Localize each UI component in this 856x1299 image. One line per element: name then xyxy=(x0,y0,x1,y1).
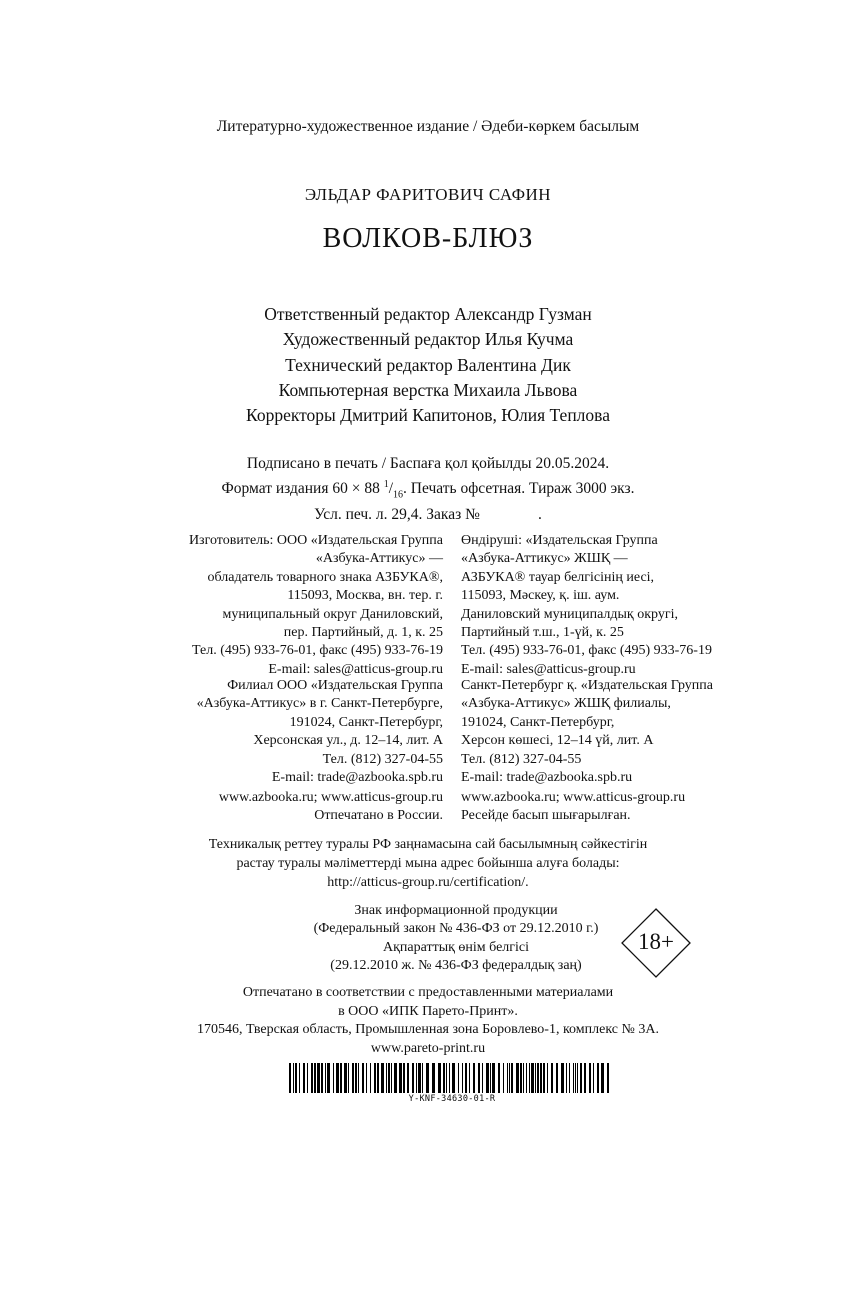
barcode-bar xyxy=(311,1063,313,1093)
barcode-bar xyxy=(407,1063,409,1093)
branch-line: Филиал ООО «Издательская Группа xyxy=(227,678,443,693)
barcode-bar xyxy=(529,1063,530,1093)
barcode-bar xyxy=(490,1063,491,1093)
certification-line: Техникалық реттеу туралы РФ заңнамасына сай басылымның сәйкестігін xyxy=(208,837,648,852)
barcode-bar xyxy=(509,1063,510,1093)
manufacturer-line: E-mail: sales@atticus-group.ru xyxy=(268,661,443,677)
manufacturer-line: пер. Партийный, д. 1, к. 25 xyxy=(283,625,443,641)
barcode-bar xyxy=(336,1063,339,1093)
barcode-bar xyxy=(601,1063,604,1093)
barcode-bar xyxy=(561,1063,564,1093)
barcode-bar xyxy=(438,1063,441,1093)
barcode-bar xyxy=(462,1063,463,1093)
manufacturer-line: E-mail: sales@atticus-group.ru xyxy=(461,661,636,677)
barcode-bar xyxy=(469,1063,470,1093)
web-line: Ресейде басып шығарылған. xyxy=(461,808,631,824)
barcode-bar xyxy=(503,1063,504,1093)
book-title: ВОЛКОВ-БЛЮЗ xyxy=(322,223,534,254)
barcode-bar xyxy=(607,1063,609,1093)
barcode-bar xyxy=(348,1063,349,1093)
age-rating-badge xyxy=(621,908,691,978)
manufacturer-line: Партийный т.ш., 1-үй, к. 25 xyxy=(461,625,624,641)
barcode-bar xyxy=(370,1063,371,1093)
credit-line: Художественный редактор Илья Кучма xyxy=(282,329,574,350)
barcode-bar xyxy=(321,1063,323,1093)
book-author: ЭЛЬДАР ФАРИТОВИЧ САФИН xyxy=(304,185,552,204)
barcode-bar xyxy=(325,1063,326,1093)
info-product-line: Ақпараттық өнім белгісі xyxy=(382,939,530,955)
branch-line: «Азбука-Аттикус» ЖШҚ филиалы, xyxy=(461,696,671,712)
manufacturer-line: АЗБУКА® тауар белгісінің иесі, xyxy=(461,569,655,585)
branch-line: Санкт-Петербург қ. «Издательская Группа xyxy=(461,678,713,693)
barcode-bar xyxy=(352,1063,354,1093)
barcode-bar xyxy=(327,1063,330,1093)
credit-line: Компьютерная верстка Михаила Львова xyxy=(278,379,578,400)
barcode-bar xyxy=(473,1063,475,1093)
barcode-bar xyxy=(426,1063,429,1093)
barcode-bar xyxy=(531,1063,534,1093)
barcode-bar xyxy=(289,1063,291,1093)
signed-date: Подписано в печать / Баспаға қол қойылды 20.05.2024. xyxy=(246,455,610,472)
barcode-bar xyxy=(381,1063,384,1093)
manufacturer-line: 115093, Мәскеу, қ. іш. аум. xyxy=(461,588,620,604)
printer-line: Отпечатано в соответствии с предоставленными материалами xyxy=(242,985,614,1000)
barcode-bar xyxy=(520,1063,522,1093)
barcode-bar xyxy=(394,1063,397,1093)
barcode-bar xyxy=(597,1063,599,1093)
branch-line: Херсон көшесі, 12–14 үй, лит. А xyxy=(461,733,654,749)
barcode-bar xyxy=(446,1063,447,1093)
barcode-bar xyxy=(307,1063,308,1093)
format-denominator: 16 xyxy=(393,488,404,500)
barcode-bar xyxy=(317,1063,320,1093)
barcode-bar xyxy=(526,1063,527,1093)
manufacturer-kz xyxy=(461,532,712,679)
barcode-bar xyxy=(593,1063,594,1093)
barcode-bar xyxy=(412,1063,414,1093)
barcode-bar xyxy=(569,1063,570,1093)
sheets-line: Усл. печ. л. 29,4. Заказ № . xyxy=(314,506,542,524)
printer-line: в ООО «ИПК Парето-Принт». xyxy=(338,1003,518,1019)
credits-block xyxy=(0,302,856,428)
web-line: www.azbooka.ru; www.atticus-group.ru xyxy=(218,790,443,805)
manufacturer-line: Изготовитель: ООО «Издательская Группа xyxy=(188,533,443,548)
web-line: www.azbooka.ru; www.atticus-group.ru xyxy=(461,790,686,805)
barcode-bar xyxy=(388,1063,390,1093)
certification-line: http://atticus-group.ru/certification/. xyxy=(327,874,529,890)
manufacturer-line: «Азбука-Аттикус» ЖШҚ — xyxy=(461,551,628,567)
branch-line: E-mail: trade@azbooka.spb.ru xyxy=(461,770,633,786)
credit-line: Ответственный редактор Александр Гузман xyxy=(264,304,592,324)
barcode-bar xyxy=(295,1063,297,1093)
barcode-bar xyxy=(386,1063,387,1093)
barcode-bar xyxy=(344,1063,347,1093)
barcode-bar xyxy=(366,1063,367,1093)
barcode-bar xyxy=(523,1063,524,1093)
barcode-bar xyxy=(403,1063,405,1093)
barcode-bar xyxy=(511,1063,513,1093)
printer-info xyxy=(0,984,856,1058)
barcode-bar xyxy=(358,1063,359,1093)
printer-line: www.pareto-print.ru xyxy=(370,1040,486,1056)
barcode-bar xyxy=(537,1063,539,1093)
barcode-bar xyxy=(478,1063,480,1093)
barcode-bar xyxy=(498,1063,500,1093)
barcode-bar xyxy=(340,1063,342,1093)
credit-line: Технический редактор Валентина Дик xyxy=(285,354,571,375)
barcode-bar xyxy=(535,1063,536,1093)
branch-line: 191024, Санкт-Петербург, xyxy=(289,714,443,730)
web-ru xyxy=(219,789,443,826)
barcode-bar xyxy=(355,1063,357,1093)
barcode-bar xyxy=(362,1063,364,1093)
barcode-bar xyxy=(418,1063,421,1093)
barcode-bar xyxy=(566,1063,567,1093)
manufacturer-line: 115093, Москва, вн. тер. г. xyxy=(287,588,443,604)
barcode-bar xyxy=(551,1063,553,1093)
certification-line: растау туралы мәліметтерді мына адрес бойынша алуға болады: xyxy=(236,855,620,871)
format-prefix: Формат издания 60 × 88 xyxy=(221,479,384,497)
barcode-bar xyxy=(314,1063,316,1093)
barcode-bar xyxy=(584,1063,586,1093)
info-product-line: (29.12.2010 ж. № 436-ФЗ федералдық заң) xyxy=(330,958,582,974)
barcode-bar xyxy=(303,1063,305,1093)
web-kz xyxy=(461,789,685,826)
info-product-text xyxy=(236,902,676,976)
barcode-bar xyxy=(452,1063,455,1093)
format-line xyxy=(0,475,856,506)
barcode-bar xyxy=(589,1063,591,1093)
manufacturer-line: муниципальный округ Даниловский, xyxy=(222,606,443,622)
format-slash: / xyxy=(388,479,394,497)
format-suffix: . Печать офсетная. Тираж 3000 экз. xyxy=(403,479,635,497)
printer-line: 170546, Тверская область, Промышленная зона Боровлево-1, комплекс № 3А. xyxy=(197,1022,659,1038)
branch-line: Херсонская ул., д. 12–14, лит. А xyxy=(253,733,443,749)
credit-line: Корректоры Дмитрий Капитонов, Юлия Теплова xyxy=(246,405,610,426)
barcode-text: Y-KNF-34630-01-R xyxy=(408,1094,496,1104)
branch-line: Тел. (812) 327-04-55 xyxy=(322,751,443,767)
web-line: Отпечатано в России. xyxy=(314,808,443,824)
barcode-bar xyxy=(543,1063,545,1093)
print-info xyxy=(0,454,856,526)
info-product-line: (Федеральный закон № 436-ФЗ от 29.12.2010 г.) xyxy=(313,921,599,937)
barcode-bar xyxy=(547,1063,548,1093)
certification-note xyxy=(0,836,856,892)
age-rating-label: 18+ xyxy=(638,929,674,954)
manufacturer-line: Өндіруші: «Издательская Группа xyxy=(461,533,658,548)
barcode-bar xyxy=(458,1063,459,1093)
barcode-bar xyxy=(333,1063,334,1093)
barcode-bar xyxy=(416,1063,417,1093)
barcode xyxy=(289,1063,615,1093)
barcode-bar xyxy=(507,1063,508,1093)
manufacturer-line: Тел. (495) 933-76-01, факс (495) 933-76-19 xyxy=(192,643,443,659)
barcode-bar xyxy=(465,1063,467,1093)
barcode-bar xyxy=(443,1063,445,1093)
barcode-bar xyxy=(556,1063,558,1093)
manufacturer-line: Тел. (495) 933-76-01, факс (495) 933-76-19 xyxy=(461,643,712,659)
info-product-line: Знак информационной продукции xyxy=(354,903,558,918)
branch-line: E-mail: trade@azbooka.spb.ru xyxy=(271,770,443,786)
barcode-bar xyxy=(573,1063,574,1093)
branch-ru xyxy=(197,677,443,787)
barcode-bar xyxy=(374,1063,376,1093)
barcode-bar xyxy=(482,1063,483,1093)
barcode-bar xyxy=(299,1063,300,1093)
barcode-bar xyxy=(377,1063,379,1093)
barcode-bar xyxy=(449,1063,450,1093)
barcode-bar xyxy=(516,1063,519,1093)
edition-type: Литературно-художественное издание / Әдеби-көркем басылым xyxy=(216,118,640,135)
barcode-bar xyxy=(540,1063,542,1093)
format-numerator: 1 xyxy=(383,478,389,490)
barcode-bar xyxy=(432,1063,435,1093)
barcode-bar xyxy=(577,1063,578,1093)
branch-kz xyxy=(461,677,713,787)
branch-line: «Азбука-Аттикус» в г. Санкт-Петербурге, xyxy=(196,696,443,712)
barcode-bar xyxy=(492,1063,495,1093)
barcode-bar xyxy=(580,1063,582,1093)
branch-line: Тел. (812) 327-04-55 xyxy=(461,751,582,767)
barcode-bar xyxy=(422,1063,423,1093)
barcode-bar xyxy=(293,1063,294,1093)
manufacturer-line: «Азбука-Аттикус» — xyxy=(315,551,443,567)
barcode-bar xyxy=(391,1063,392,1093)
barcode-bar xyxy=(399,1063,402,1093)
branch-line: 191024, Санкт-Петербург, xyxy=(461,714,615,730)
manufacturer-line: Даниловский муниципалдық округі, xyxy=(461,606,678,622)
barcode-bar xyxy=(575,1063,576,1093)
manufacturer-line: обладатель товарного знака АЗБУКА®, xyxy=(207,569,443,585)
barcode-bar xyxy=(486,1063,489,1093)
manufacturer-ru xyxy=(189,532,443,679)
